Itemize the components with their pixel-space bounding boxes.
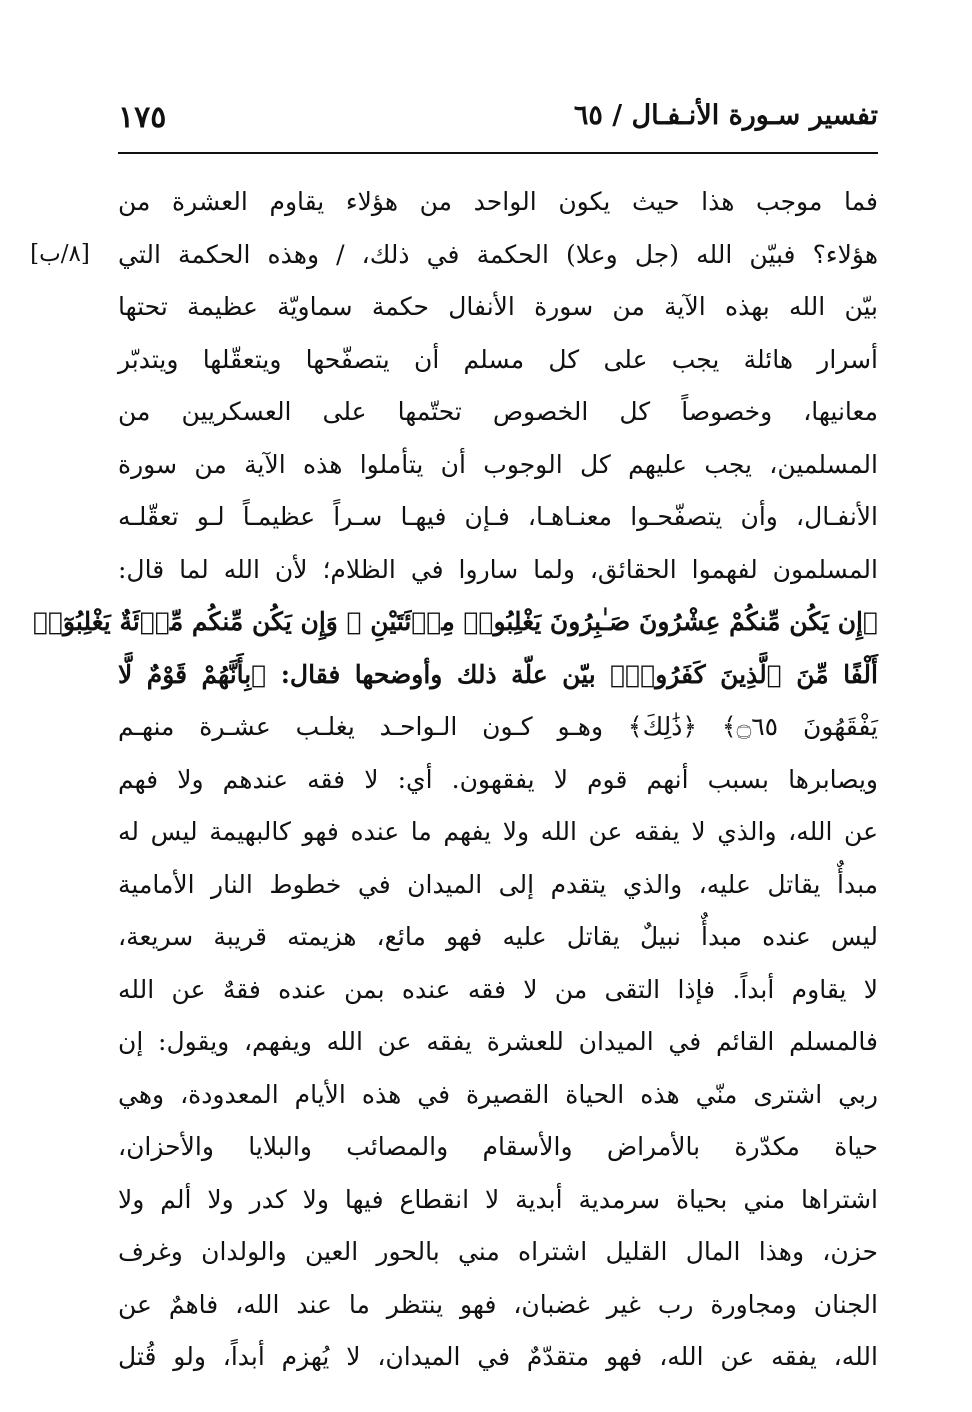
text-line: عن الله، والذي لا يفقه عن الله ولا يفهم ما عنده فهو كالبهيمة ليس له xyxy=(118,817,878,846)
text-line: حياة مكدّرة بالأمراض والأسقام والمصائب والبلايا والأحزان، xyxy=(118,1132,878,1161)
quran-verse-line: أَلْفًا مِّنَ ٱلَّذِينَ كَفَرُوا۟﴾ بيّن علّة ذلك وأوضحها فقال: ﴿بِأَنَّهُمْ قَوْمٌ لَّا xyxy=(118,659,878,689)
quran-verse-line: ﴿إِن يَكُن مِّنكُمْ عِشْرُونَ صَـٰبِرُونَ يَغْلِبُوا۟ مِا۟ئَتَيْنِ ۚ وَإِن يَكُن مِّنكُم مِّا۟ئَةٌ يَغْلِبُوٓا۟ xyxy=(33,607,878,636)
manuscript-folio-marker: [٨/ب] xyxy=(30,241,90,267)
text-line: بيّن الله بهذه الآية من سورة الأنفال حكمة سماويّة عظيمة تحتها xyxy=(118,292,878,321)
text-line: الأنفـال، وأن يتصفّحـوا معنـاهـا، فـإن فيهـا سـراً عظيمـاً لـو تعقّلـه xyxy=(118,502,878,531)
text-line: لا يقاوم أبداً. فإذا التقى من لا فقه عنده بمن عنده فقهٌ عن الله xyxy=(118,974,878,1004)
page-number: ١٧٥ xyxy=(118,100,167,135)
text-line: الله، يفقه عن الله، فهو متقدّمٌ في الميدان، لا يُهزم أبداً، ولو قُتل xyxy=(118,1342,878,1371)
text-line: هؤلاء؟ فبيّن الله (جل وعلا) الحكمة في ذلك، / وهذه الحكمة التي xyxy=(118,239,878,269)
running-title: تفسير سـورة الأنـفـال / ٦٥ xyxy=(573,100,878,131)
text-line: ربي اشترى منّي هذه الحياة القصيرة في هذه الأيام المعدودة، وهي xyxy=(118,1079,878,1109)
text-line: حزن، وهذا المال القليل اشتراه مني بالحور العين والولدان وغرف xyxy=(118,1237,878,1266)
text-line: الجنان ومجاورة رب غير غضبان، فهو ينتظر ما عند الله، فاهمٌ عن xyxy=(118,1289,878,1319)
text-line: ويصابرها بسبب أنهم قوم لا يفقهون. أي: لا فقه عندهم ولا فهم xyxy=(118,764,878,794)
page-header xyxy=(118,100,878,146)
text-line: فما موجب هذا حيث يكون الواحد من هؤلاء يقاوم العشرة من xyxy=(118,187,878,216)
text-line: المسلمون لفهموا الحقائق، ولما ساروا في الظلام؛ لأن الله لما قال: xyxy=(118,554,878,584)
text-line: يَفْقَهُونَ ۝٦٥﴾ ﴿ذَٰلِكَ﴾ وهـو كـون الـواحـد يغلـب عشـرة منهـم xyxy=(118,712,879,741)
text-line: معانيها، وخصوصاً كل الخصوص تحتّمها على العسكريين من xyxy=(118,397,878,426)
header-divider xyxy=(118,152,878,154)
text-line: فالمسلم القائم في الميدان للعشرة يفقه عن الله ويفهم، ويقول: إن xyxy=(118,1027,878,1056)
text-line: ليس عنده مبدأٌ نبيلٌ يقاتل عليه فهو مائع، هزيمته قريبة سريعة، xyxy=(118,922,878,951)
text-line: المسلمين، يجب عليهم كل الوجوب أن يتأملوا هذه الآية من سورة xyxy=(118,449,878,479)
text-line: أسرار هائلة يجب على كل مسلم أن يتصفّحها ويتعقّلها ويتدبّر xyxy=(118,344,878,374)
text-line: مبدأٌ يقاتل عليه، والذي يتقدم إلى الميدان في خطوط النار الأمامية xyxy=(118,869,878,899)
text-line: اشتراها مني بحياة سرمدية أبدية لا انقطاع فيها ولا كدر ولا ألم ولا xyxy=(118,1184,878,1214)
